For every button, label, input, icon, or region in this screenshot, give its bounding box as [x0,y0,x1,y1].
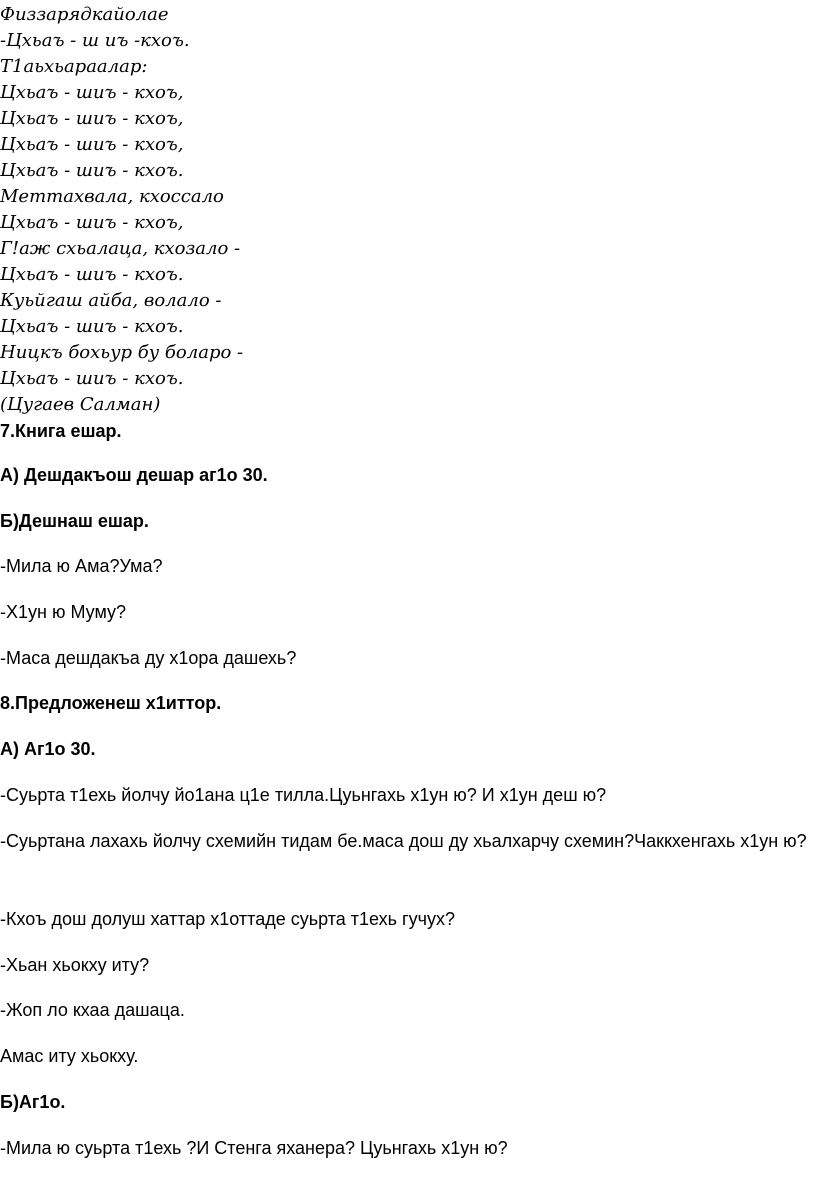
section-8-line: -Суьртана лахахь йолчу схемийн тидам бе.маса дош ду хьалхарчу схемин?Чаккхенгахь х1ун ю? [0,831,807,851]
poem-title: Физзарядкайолае [0,4,169,25]
poem-line: Ницкъ бохьур бу боларо - [0,342,244,363]
poem-line: Цхьаъ - шиъ - кхоъ, [0,134,184,155]
poem-line: Т1аьхьараалар: [0,56,148,77]
section-8-heading: 8.Предложенеш х1иттор. [0,693,222,713]
section-8-line: -Хьан хьокху иту? [0,955,150,975]
section-7-part-b: Б)Дешнаш ешар. [0,511,149,531]
section-7-part-a: А) Дешдакъош дешар аг1о 30. [0,465,268,485]
poem-line: Г!аж схьалаца, кхозало - [0,238,241,259]
poem-line: Цхьаъ - шиъ - кхоъ, [0,212,184,233]
poem-line: Цхьаъ - шиъ - кхоъ. [0,368,184,389]
section-7-line: -Мила ю Ама?Ума? [0,556,163,576]
section-8-line: -Кхоъ дош долуш хаттар х1оттаде суьрта т1ехь гучух? [0,909,455,929]
poem-line: Цхьаъ - шиъ - кхоъ, [0,82,184,103]
poem-line: Цхьаъ - шиъ - кхоъ. [0,160,184,181]
section-8-part-b: Б)Аг1о. [0,1092,66,1112]
section-8-line: -Жоп ло кхаа дашаца. [0,1000,185,1020]
poem-line: Цхьаъ - шиъ - кхоъ. [0,264,184,285]
poem-author: (Цугаев Салман) [0,394,161,415]
poem-line: Меттахвала, кхоссало [0,186,224,207]
section-8-line: -Суьрта т1ехь йолчу йо1ана ц1е тилла.Цуьнгахь х1ун ю? И х1ун деш ю? [0,785,607,805]
poem-line: Куьйгаш айба, волало - [0,290,222,311]
poem-line: -Цхьаъ - ш иъ -кхоъ. [0,30,190,51]
section-7-line: -Х1ун ю Муму? [0,602,127,622]
section-8-line: -Мила ю суьрта т1ехь ?И Стенга яханера? Цуьнгахь х1ун ю? [0,1138,508,1158]
poem-line: Цхьаъ - шиъ - кхоъ. [0,316,184,337]
section-8-line: Амас иту хьокху. [0,1046,139,1066]
poem-line: Цхьаъ - шиъ - кхоъ, [0,108,184,129]
section-7-heading: 7.Книга ешар. [0,421,122,441]
section-8-part-a: А) Аг1о 30. [0,739,96,759]
section-7-line: -Маса дешдакъа ду х1ора дашехь? [0,648,297,668]
